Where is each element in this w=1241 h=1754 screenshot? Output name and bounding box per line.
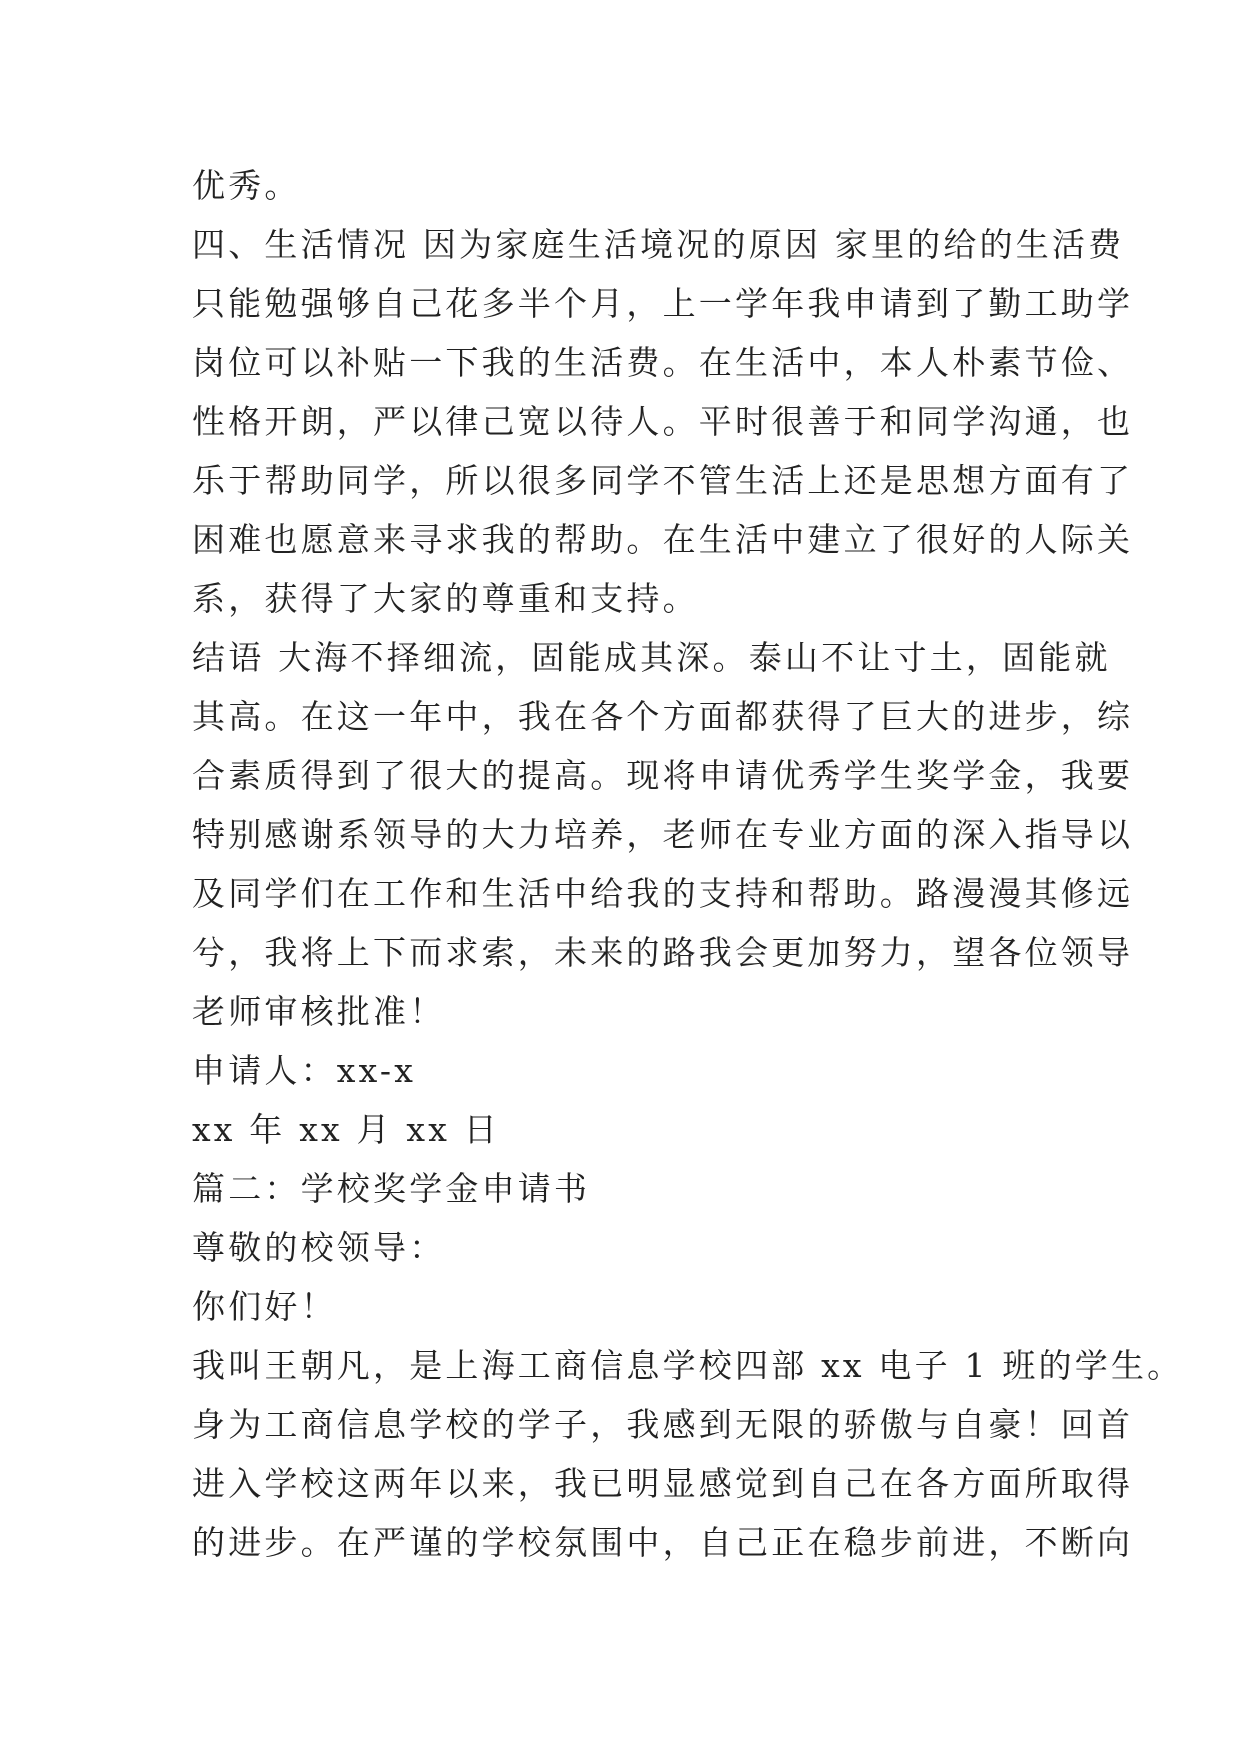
text-line: 系，获得了大家的尊重和支持。 — [192, 579, 699, 618]
text-line: 兮，我将上下而求索，未来的路我会更加努力，望各位领导 — [192, 933, 1134, 972]
text-line: 身为工商信息学校的学子，我感到无限的骄傲与自豪！回首 — [192, 1405, 1134, 1444]
greeting: 你们好！ — [192, 1287, 337, 1326]
chapter-title: 篇二：学校奖学金申请书 — [192, 1169, 591, 1208]
text-line: 及同学们在工作和生活中给我的支持和帮助。路漫漫其修远 — [192, 874, 1134, 913]
text-line: 的进步。在严谨的学校氛围中，自己正在稳步前进，不断向 — [192, 1523, 1134, 1562]
text-line: 特别感谢系领导的大力培养，老师在专业方面的深入指导以 — [192, 815, 1134, 854]
text-line: 进入学校这两年以来，我已明显感觉到自己在各方面所取得 — [192, 1464, 1134, 1503]
salutation: 尊敬的校领导： — [192, 1228, 446, 1267]
text-line: 合素质得到了很大的提高。现将申请优秀学生奖学金，我要 — [192, 756, 1134, 795]
text-line: 我叫王朝凡，是上海工商信息学校四部 xx 电子 1 班的学生。 — [192, 1346, 1184, 1385]
text-line: 老师审核批准！ — [192, 992, 446, 1031]
date-line: xx 年 xx 月 xx 日 — [192, 1110, 500, 1149]
section-heading-living-situation: 四、生活情况 因为家庭生活境况的原因 家里的给的生活费 — [192, 225, 1125, 264]
text-line: 性格开朗，严以律己宽以待人。平时很善于和同学沟通，也 — [192, 402, 1134, 441]
text-line: 其高。在这一年中，我在各个方面都获得了巨大的进步，综 — [192, 697, 1134, 736]
text-line: 岗位可以补贴一下我的生活费。在生活中，本人朴素节俭、 — [192, 343, 1134, 382]
text-line: 乐于帮助同学，所以很多同学不管生活上还是思想方面有了 — [192, 461, 1134, 500]
text-line: 困难也愿意来寻求我的帮助。在生活中建立了很好的人际关 — [192, 520, 1134, 559]
text-line: 只能勉强够自己花多半个月，上一学年我申请到了勤工助学 — [192, 284, 1134, 323]
document-body — [192, 156, 1184, 1572]
applicant-line: 申请人：xx-x — [192, 1051, 417, 1090]
text-line: 优秀。 — [192, 166, 301, 205]
section-heading-conclusion: 结语 大海不择细流，固能成其深。泰山不让寸土，固能就 — [192, 638, 1111, 677]
